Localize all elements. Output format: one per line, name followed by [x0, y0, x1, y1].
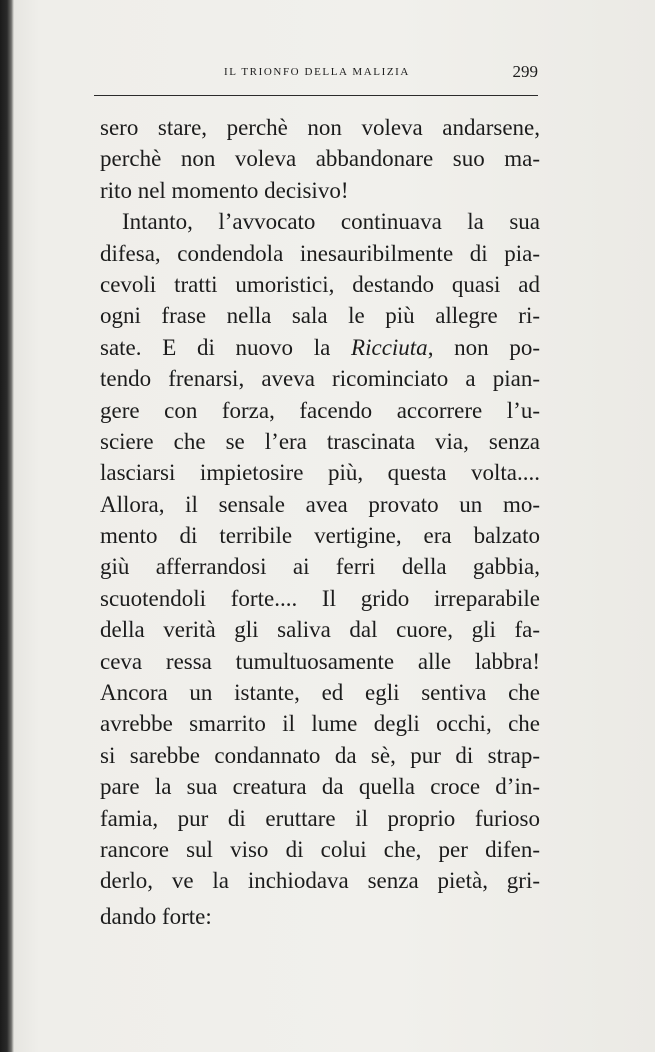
- body-text: [100, 112, 540, 932]
- text-line: mento di terribile vertigine, era balzato: [100, 523, 540, 549]
- text-line: della verità gli saliva dal cuore, gli fa-: [100, 617, 540, 643]
- text-line: rancore sul viso di colui che, per difen-: [100, 836, 540, 862]
- text-line: rito nel momento decisivo!: [100, 177, 349, 203]
- header-rule: [94, 95, 538, 96]
- text-line: Allora, il sensale avea provato un mo-: [100, 491, 540, 517]
- text-line: cevoli tratti umoristici, destando quasi ad: [100, 271, 540, 297]
- book-binding-edge: [0, 0, 14, 1052]
- text-line: scuotendoli forte.... Il grido irreparabile: [100, 585, 540, 611]
- text-line: famia, pur di eruttare il proprio furioso: [100, 805, 540, 831]
- running-title: IL TRIONFO DELLA MALIZIA: [224, 66, 410, 78]
- text-line: gere con forza, facendo accorrere l’u-: [100, 397, 540, 423]
- text-line: si sarebbe condannato da sè, pur di strap-: [100, 742, 540, 768]
- text-line: ogni frase nella sala le più allegre ri-: [100, 303, 540, 329]
- text-line: dando forte:: [100, 903, 212, 929]
- text-line: avrebbe smarrito il lume degli occhi, che: [100, 711, 540, 737]
- text-line: Ancora un istante, ed egli sentiva che: [100, 680, 540, 706]
- page-number: 299: [512, 62, 538, 81]
- text-line: pare la sua creatura da quella croce d’in-: [100, 774, 540, 800]
- text-line: perchè non voleva abbandonare suo ma-: [100, 146, 540, 172]
- text-line: sero stare, perchè non voleva andarsene,: [100, 115, 540, 140]
- page-header: [96, 62, 538, 84]
- text-line: difesa, condendola inesauribilmente di pia-: [100, 240, 540, 266]
- text-line: ceva ressa tumultuosamente alle labbra!: [100, 648, 540, 674]
- text-line: Intanto, l’avvocato continuava la sua: [122, 209, 540, 235]
- italic-name-ricciuta: Ricciuta: [351, 334, 428, 360]
- text-line: giù afferrandosi ai ferri della gabbia,: [100, 554, 540, 580]
- text-line: lasciarsi impietosire più, questa volta....: [100, 460, 540, 486]
- text-line: sciere che se l’era trascinata via, senza: [100, 428, 540, 454]
- text-line: derlo, ve la inchiodava senza pietà, gri-: [100, 868, 540, 894]
- text-fragment: sate. E di nuovo la: [100, 334, 352, 360]
- text-fragment: , non po-: [427, 334, 540, 360]
- text-line-with-italic: [100, 332, 540, 363]
- text-line: tendo frenarsi, aveva ricominciato a pian-: [100, 366, 540, 392]
